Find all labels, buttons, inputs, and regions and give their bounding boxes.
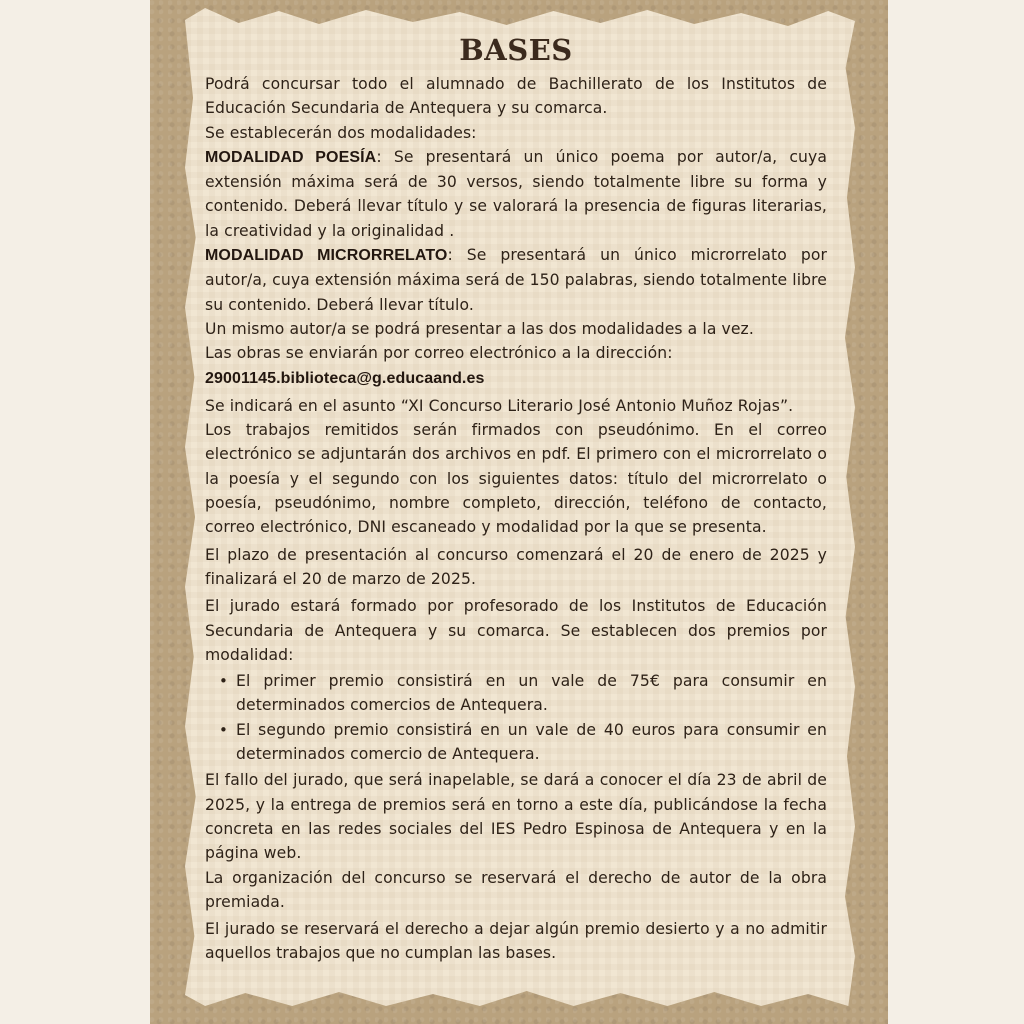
list-item <box>219 669 827 718</box>
prize-first: El primer premio consistirá en un vale de 75€ para consumir en determinados comercios de Antequera. <box>236 672 827 715</box>
bullet-icon: • <box>219 720 228 739</box>
derechos-paragraph: La organización del concurso se reservará el derecho de autor de la obra premiada. <box>205 868 827 911</box>
poesia-text: : Se presentará un único poema por autor/a, cuya extensión máxima será de 30 versos, siendo totalmente libre su forma y contenido. Deberá llevar título y se valorará la presencia de figuras literarias, la creatividad y la originalidad . <box>205 147 827 240</box>
prize-list <box>205 669 827 766</box>
bullet-icon: • <box>219 672 228 691</box>
intro-paragraph: Podrá concursar todo el alumnado de Bachillerato de los Institutos de Educación Secundaria de Antequera y su comarca. <box>205 75 827 118</box>
asunto-paragraph: Se indicará en el asunto “XI Concurso Literario José Antonio Muñoz Rojas”. <box>205 396 794 415</box>
email-address[interactable] <box>205 366 827 391</box>
microrrelato-paragraph <box>205 243 827 317</box>
list-item <box>219 718 827 767</box>
fallo-paragraph: El fallo del jurado, que será inapelable, se dará a conocer el día 23 de abril de 2025, y la entrega de premios será en torno a este día, publicándose la fecha concreta en las redes sociales del IES Pedro Espinosa de Antequera y en la página web. <box>205 771 827 863</box>
poesia-paragraph <box>205 145 827 243</box>
jurado-paragraph: El jurado estará formado por profesorado de los Institutos de Educación Secundaria de Antequera y su comarca. Se establecen dos premios por modalidad: <box>205 597 827 664</box>
poesia-label: MODALIDAD POESÍA <box>205 148 377 166</box>
trabajos-paragraph: Los trabajos remitidos serán firmados con pseudónimo. En el correo electrónico se adjuntarán dos archivos en pdf. El primero con el microrrelato o la poesía y el segundo con los siguientes datos: título del microrrelato o poesía, pseudónimo, nombre completo, dirección, teléfono de contacto, correo electrónico, DNI escaneado y modalidad por la que se presenta. <box>205 421 827 537</box>
bases-document <box>205 30 827 966</box>
microrrelato-label: MODALIDAD MICRORRELATO <box>205 247 448 265</box>
ambas-paragraph: Un mismo autor/a se podrá presentar a las dos modalidades a la vez. <box>205 319 754 338</box>
envio-paragraph: Las obras se enviarán por correo electrónico a la dirección: <box>205 344 673 363</box>
modalidades-paragraph: Se establecerán dos modalidades: <box>205 123 477 142</box>
plazo-paragraph: El plazo de presentación al concurso comenzará el 20 de enero de 2025 y finalizará el 20 de marzo de 2025. <box>205 545 827 588</box>
prize-second: El segundo premio consistirá en un vale de 40 euros para consumir en determinados comercio de Antequera. <box>236 720 827 764</box>
email-text[interactable]: 29001145.biblioteca@g.educaand.es <box>205 369 485 387</box>
desierto-paragraph: El jurado se reservará el derecho a dejar algún premio desierto y a no admitir aquellos trabajos que no cumplan las bases. <box>205 920 827 963</box>
page-title: BASES <box>459 33 573 67</box>
microrrelato-text: : Se presentará un único microrrelato por autor/a, cuya extensión máxima será de 150 palabras, siendo totalmente libre su contenido. Deberá llevar título. <box>205 246 827 314</box>
